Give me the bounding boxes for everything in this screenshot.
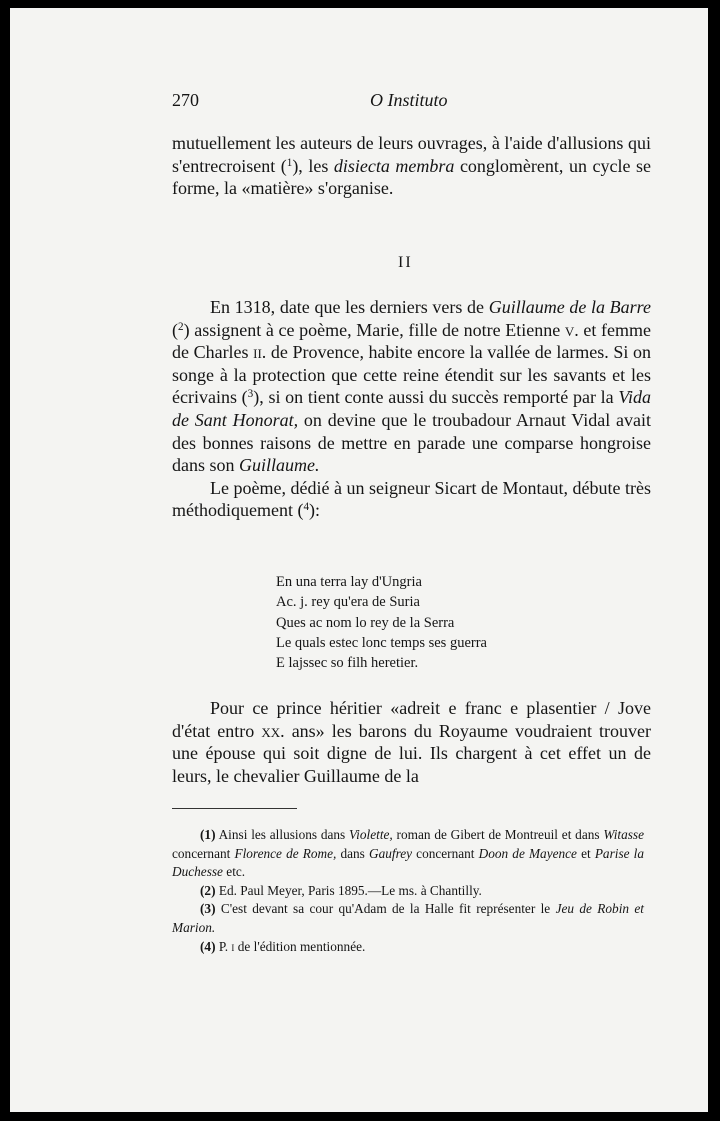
roman-numeral: xx. (261, 720, 285, 741)
italic-text: Florence de Rome, (234, 845, 337, 861)
paragraph-1 (172, 132, 651, 200)
italic-text: Jeu de Robin et Marion. (172, 901, 644, 935)
text-run: ( (172, 319, 178, 340)
italic-text: Gaufrey (368, 845, 413, 861)
text-run: ): (309, 500, 321, 521)
text-run: etc. (222, 864, 246, 880)
text-run: C'est devant sa cour qu'Adam de la Halle fit représenter le (215, 901, 556, 917)
document-page (10, 8, 708, 1112)
page-number: 270 (172, 90, 199, 110)
italic-text: Doon de Mayence (478, 845, 577, 861)
text-run: En 1318, date que les derniers vers de (210, 297, 489, 317)
footnotes (172, 826, 644, 956)
text-run: conglomèrent, un cycle se forme, la «matière» s'organise. (172, 155, 651, 199)
text-run: Pour ce prince héritier «adreit e franc e plasentier / Jove d'état entro (172, 698, 651, 741)
footnote-mark: (1) (200, 827, 216, 842)
footnote-ref-3[interactable]: 3 (247, 388, 254, 401)
verse-line: Ac. j. rey qu'era de Suria (276, 594, 420, 611)
text-run: et femme de Charles (172, 319, 651, 363)
roman-numeral: ii. (253, 342, 267, 363)
footnote-mark: (3) (200, 901, 216, 917)
text-run: Ed. Paul Meyer, Paris 1895.—Le ms. à Chantilly. (215, 882, 482, 898)
paragraph-2 (172, 296, 651, 522)
italic-text: disiecta membra (333, 155, 455, 176)
text-run: et (576, 845, 595, 861)
footnote-mark: (4) (200, 938, 216, 954)
text-run: de Provence, habite encore la vallée de larmes. Si on songe à la protection que cette reine étendit sur les savants et les écrivains ( (172, 342, 651, 408)
verse-line: E lajssec so filh heretier. (276, 655, 419, 672)
footnote-1 (172, 826, 644, 882)
page-header (172, 90, 652, 114)
footnote-mark: (2) (200, 882, 216, 898)
italic-text: Guillaume de la Barre (488, 297, 651, 317)
text-run: ans» les barons du Royaume voudraient trouver une épouse qui soit digne de lui. Ils chargent à cet effet un de leurs, le chevalier Guillaume de la (172, 720, 651, 786)
text-run: ), si on tient conte aussi du succès remporté par la (253, 387, 619, 408)
text-run: Le poème, dédié à un seigneur Sicart de Montaut, débute très méthodiquement ( (172, 477, 651, 521)
paragraph-3 (172, 697, 651, 787)
footnote-ref-2[interactable]: 2 (178, 320, 184, 333)
text-run: de l'édition mentionnée. (234, 938, 366, 954)
section-heading: II (398, 254, 413, 271)
roman-numeral: v. (564, 319, 579, 340)
roman-numeral: i (231, 938, 235, 954)
footnote-ref-1[interactable]: 1 (286, 156, 293, 169)
text-run: on devine que le troubadour Arnaut Vidal avait des bonnes raisons de mettre en parade une comparse hongroise dans son (172, 409, 652, 476)
footnote-2 (172, 882, 644, 901)
text-run: Ainsi les allusions dans (215, 827, 350, 842)
text-run: concernant (412, 845, 479, 861)
italic-text: Witasse (603, 827, 645, 842)
italic-text: Parise la Duchesse (172, 845, 644, 880)
text-run: P. (215, 938, 232, 954)
italic-text: Violette, (349, 827, 393, 842)
italic-text: Guillaume. (239, 455, 320, 476)
text-run: ), les (292, 155, 334, 176)
footnote-3 (172, 900, 644, 937)
text-run: mutuellement les auteurs de leurs ouvrages, à l'aide d'allusions qui s'entrecroisent ( (172, 133, 651, 176)
running-title: O Instituto (370, 90, 448, 110)
verse-quotation (276, 572, 487, 673)
footnote-divider (172, 808, 297, 809)
verse-line: Le quals estec lonc temps ses guerra (276, 634, 487, 651)
text-run: roman de Gibert de Montreuil et dans (392, 827, 604, 842)
verse-line: Ques ac nom lo rey de la Serra (276, 614, 455, 631)
text-run: ) assignent à ce poème, Marie, fille de notre Etienne (183, 319, 565, 340)
text-run: concernant (172, 845, 235, 861)
text-run: dans (336, 845, 369, 861)
italic-text: Vida de Sant Honorat, (172, 387, 651, 430)
verse-line: En una terra lay d'Ungria (276, 574, 422, 590)
footnote-4 (172, 938, 644, 957)
footnote-ref-4[interactable]: 4 (303, 501, 310, 514)
